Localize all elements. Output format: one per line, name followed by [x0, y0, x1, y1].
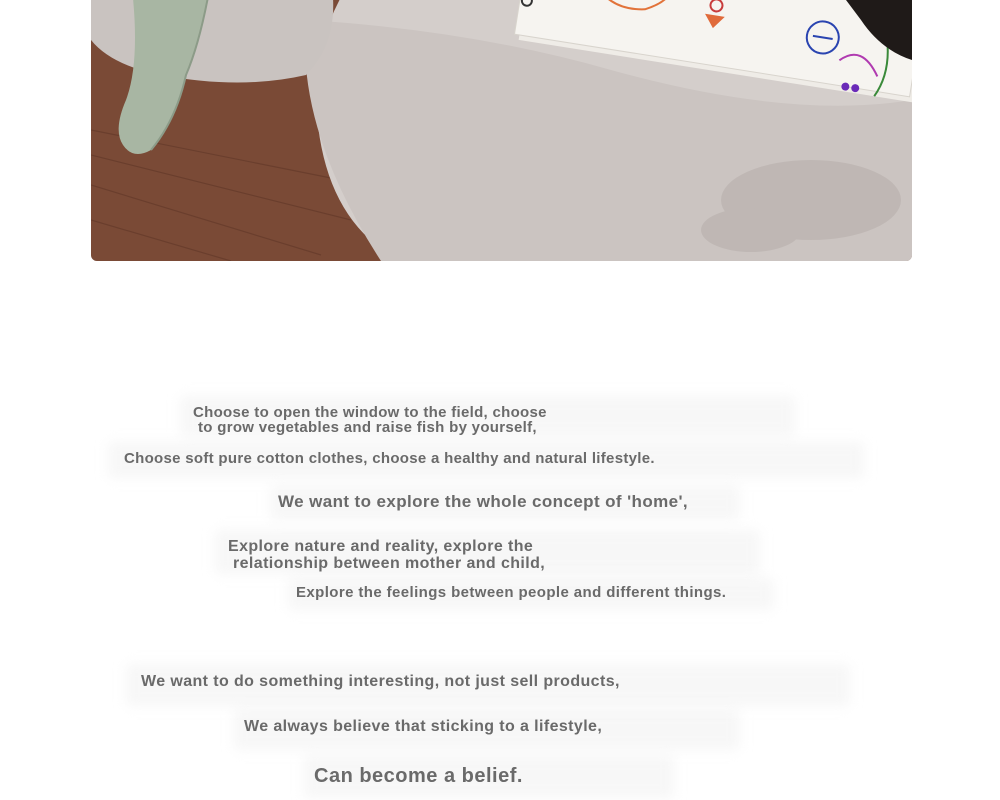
photo-couch-sketchbook-icon: [91, 0, 912, 261]
intro-text-line-2: to grow vegetables and raise fish by yourself,: [198, 419, 537, 436]
believe-text-line: We always believe that sticking to a lifestyle,: [244, 718, 603, 735]
nature-text-line-2: relationship between mother and child,: [233, 555, 546, 572]
nature-text-line-1: Explore nature and reality, explore the: [228, 538, 534, 555]
intro-text-line-1: Choose to open the window to the field, choose: [193, 404, 547, 421]
lifestyle-photo: [91, 0, 912, 261]
feelings-text-line: Explore the feelings between people and different things.: [296, 584, 727, 601]
belief-headline: Can become a belief.: [314, 765, 523, 787]
home-text-line: We want to explore the whole concept of 'home',: [278, 492, 689, 511]
interesting-text-line: We want to do something interesting, not just sell products,: [141, 673, 620, 690]
cotton-text-line: Choose soft pure cotton clothes, choose a healthy and natural lifestyle.: [124, 450, 655, 467]
